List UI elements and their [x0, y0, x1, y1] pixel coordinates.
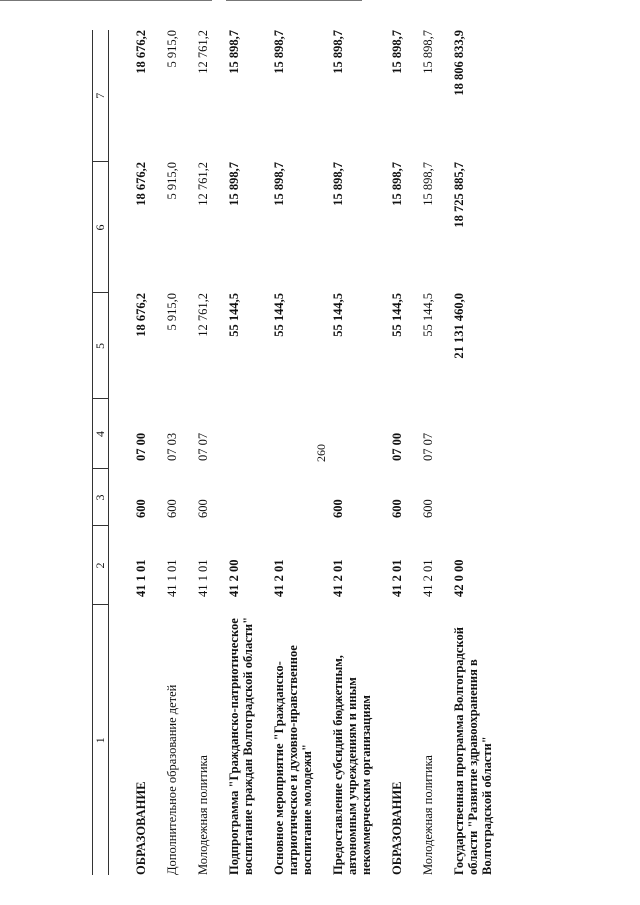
- row-value-col5: 55 144,5: [331, 293, 345, 337]
- table-header-row: [93, 30, 109, 875]
- row-name: Дополнительное образование детей: [165, 684, 179, 875]
- row-expense-type: 600: [165, 499, 179, 518]
- row-value-col6: 15 898,7: [421, 162, 435, 206]
- row-value-col7: 12 761,2: [196, 30, 210, 74]
- row-section-code: [214, 399, 259, 469]
- table-row: [318, 30, 377, 875]
- row-expense-type: [439, 469, 498, 526]
- row-section-code: 07 00: [390, 432, 404, 461]
- row-section-code: 07 03: [165, 432, 179, 461]
- scan-edge-line: [0, 0, 212, 1]
- header-col-4: 4: [93, 399, 109, 469]
- row-section-code: 07 07: [421, 432, 435, 461]
- row-value-col7: 15 898,7: [272, 30, 286, 74]
- row-name: Государственная программа Волгоградской области "Развитие здравоохранения в Волгоградской области": [452, 627, 494, 875]
- row-name: Основное мероприятие "Гражданско-патриотическое и духовно-нравственное воспитание молодежи": [272, 645, 314, 875]
- row-value-col7: 15 898,7: [331, 30, 345, 74]
- row-value-col7: 18 806 833,9: [452, 30, 466, 96]
- header-col-2: 2: [93, 526, 109, 605]
- row-section-code: [259, 399, 318, 469]
- row-target-code: 41 2 00: [227, 559, 241, 597]
- row-expense-type: [259, 469, 318, 526]
- row-name: Предоставление субсидий бюджетным, автономным учреждениям и иным некоммерческим организациям: [331, 655, 373, 875]
- row-value-col6: 18 676,2: [134, 162, 148, 206]
- header-col-7: 7: [93, 30, 109, 162]
- row-value-col5: 21 131 460,0: [452, 293, 466, 359]
- row-expense-type: 600: [196, 499, 210, 518]
- row-value-col7: 18 676,2: [134, 30, 148, 74]
- row-expense-type: 600: [421, 499, 435, 518]
- row-expense-type: 600: [331, 499, 345, 518]
- row-target-code: 41 1 01: [196, 559, 210, 597]
- row-value-col7: 15 898,7: [390, 30, 404, 74]
- table-row: [214, 30, 259, 875]
- header-col-1: 1: [93, 605, 109, 875]
- table-row: [439, 30, 498, 875]
- row-value-col5: 18 676,2: [134, 293, 148, 337]
- row-value-col5: 5 915,0: [165, 293, 179, 331]
- table-row: [259, 30, 318, 875]
- table-row: [377, 30, 408, 875]
- table-body: [109, 30, 499, 875]
- table-row: [408, 30, 439, 875]
- header-col-6: 6: [93, 162, 109, 293]
- table-row: [109, 30, 153, 875]
- page-number: 260: [314, 444, 328, 462]
- row-value-col5: 55 144,5: [227, 293, 241, 337]
- row-target-code: 41 2 01: [272, 559, 286, 597]
- row-value-col6: 15 898,7: [272, 162, 286, 206]
- row-value-col6: 12 761,2: [196, 162, 210, 206]
- row-expense-type: [214, 469, 259, 526]
- row-value-col7: 15 898,7: [227, 30, 241, 74]
- row-value-col7: 5 915,0: [165, 30, 179, 68]
- scan-edge-line: [226, 0, 362, 1]
- row-value-col6: 15 898,7: [390, 162, 404, 206]
- table-row: [152, 30, 183, 875]
- row-target-code: 42 0 00: [452, 559, 466, 597]
- row-value-col5: 55 144,5: [272, 293, 286, 337]
- row-target-code: 41 2 01: [331, 559, 345, 597]
- row-expense-type: 600: [390, 499, 404, 518]
- row-name: Молодежная политика: [196, 755, 210, 875]
- row-section-code: [439, 399, 498, 469]
- row-name: ОБРАЗОВАНИЕ: [390, 781, 404, 875]
- budget-table: [92, 30, 498, 875]
- row-value-col6: 15 898,7: [331, 162, 345, 206]
- row-name: ОБРАЗОВАНИЕ: [134, 781, 148, 875]
- row-value-col6: 15 898,7: [227, 162, 241, 206]
- row-value-col6: 18 725 885,7: [452, 162, 466, 228]
- row-target-code: 41 2 01: [390, 559, 404, 597]
- row-section-code: 07 07: [196, 432, 210, 461]
- row-value-col6: 5 915,0: [165, 162, 179, 200]
- row-name: Молодежная политика: [421, 755, 435, 875]
- row-expense-type: 600: [134, 499, 148, 518]
- rotated-budget-table-page: [92, 30, 536, 875]
- row-target-code: 41 1 01: [165, 559, 179, 597]
- header-col-5: 5: [93, 293, 109, 399]
- header-col-3: 3: [93, 469, 109, 526]
- table-row: [183, 30, 214, 875]
- row-target-code: 41 1 01: [134, 559, 148, 597]
- row-name: Подпрограмма "Гражданско-патриотическое воспитание граждан Волгоградской области": [227, 616, 255, 875]
- row-value-col5: 12 761,2: [196, 293, 210, 337]
- row-value-col7: 15 898,7: [421, 30, 435, 74]
- row-target-code: 41 2 01: [421, 559, 435, 597]
- row-section-code: [318, 399, 377, 469]
- row-value-col5: 55 144,5: [390, 293, 404, 337]
- row-value-col5: 55 144,5: [421, 293, 435, 337]
- row-section-code: 07 00: [134, 432, 148, 461]
